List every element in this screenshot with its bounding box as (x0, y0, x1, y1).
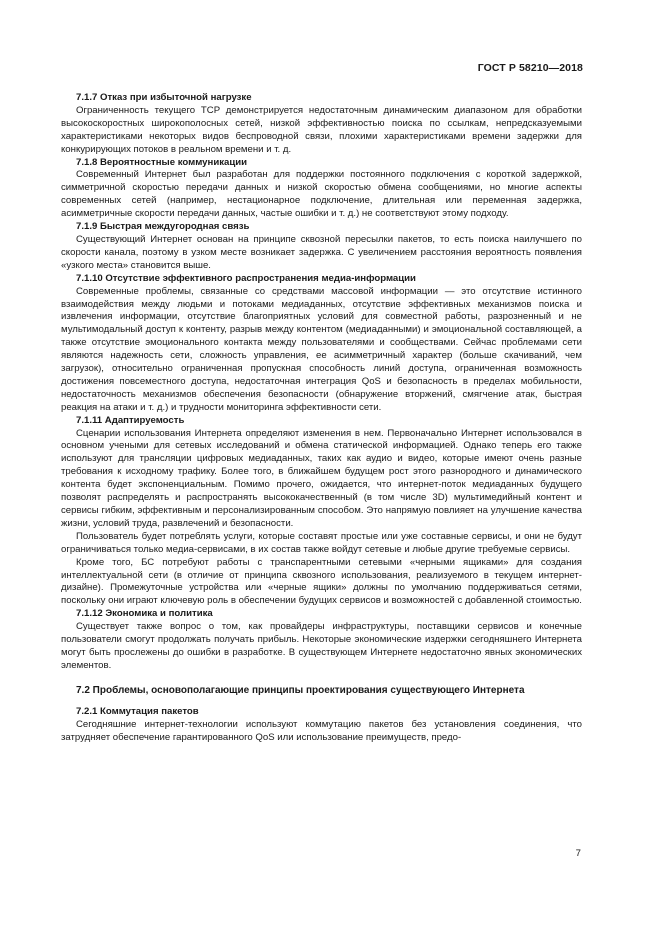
paragraph: Современный Интернет был разработан для поддержки постоянного подключения с короткой задержкой, симметричной скоростью передачи данных и низкой скоростью обмена сообщениями, но многие аспекты современных сетей (например, нестационарное подключение, длительная или переменная задержка, асимметричные скорости передачи данных, частые ошибки и т. д.) не соответствуют этому подходу. (61, 169, 582, 220)
paragraph: Современные проблемы, связанные со средствами массовой информации — это отсутствие истинного взаимодействия между людьми и потоками медиаданных, отсутствие эффективных механизмов поиска и извлечения информации, отсутствие благоприятных условий для совместной работы, разрозненный и не мультимодальный доступ к контенту, разрыв между контентом (медиаданными) и эмоциональной составляющей, а также отсутствие эмоционального контакта между пользователями и сообществами. Сейчас проблемами сети являются надежность сети, сложность управления, ее асимметричный характер (больше скачиваний, чем загрузок), относительно ограниченная пропускная способность линий доступа, ограниченная возможность достижения повсеместного доступа, недостаточная интеграция QoS и безопасность в пределах мобильности, недостаточность механизмов обеспечения безопасности (обнаружение вторжений, смягчение атак, быстрая реакция на атаки и т. д.) и трудности мониторинга эффективности сети. (61, 285, 582, 413)
paragraph: Сценарии использования Интернета определяют изменения в нем. Первоначально Интернет использовался в основном учеными для сетевых исследований и обмена статической информацией. Однако теперь его также используют для трансляции цифровых медиаданных, таких как аудио и видео, которые имеют очень разные требования к исходному трафику. Более того, в ближайшем будущем рост этого разнородного и динамического контента будет экспоненциальным. Помимо прочего, ожидается, что интернет-поток медиаданных будущего позволят распределять и распространять высококачественный (в том числе 3D) мультимедийный контент и сервисы гибким, эффективным и персонализированным способом. Это напрямую повлияет на улучшение качества жизни, условий труда, развлечений и безопасности. (61, 427, 582, 529)
section-heading: 7.2.1 Коммутация пакетов (76, 705, 199, 717)
document-code: ГОСТ Р 58210—2018 (477, 62, 583, 74)
section-heading: 7.1.9 Быстрая междугородная связь (76, 221, 250, 233)
page-body (61, 92, 582, 744)
paragraph: Ограниченность текущего TCP демонстрируется недостаточным динамическим диапазоном для обработки высокоскоростных широкополосных сетей, низкой эффективностью поиска по ссылкам, непредсказуемыми характеристиками некоторых видов беспроводной связи, плохими характеристиками времени задержки для конкурирующих потоков в реальном времени и т. д. (61, 104, 582, 155)
section-heading: 7.1.8 Вероятностные коммуникации (76, 156, 248, 168)
paragraph: Кроме того, БС потребуют работы с транспарентными сетевыми «черными ящиками» для создания интеллектуальной сети (в отличие от принципа сквозного использования, реализуемого в текущем интернет-дизайне). Промежуточные устройства или «черные ящики» должны по умолчанию поддерживаться сетями, поскольку они играют ключевую роль в обеспечении будущих сервисов и возможностей с добавленной стоимостью. (61, 556, 582, 607)
chapter-heading: 7.2 Проблемы, основополагающие принципы проектирования существующего Интернета (76, 684, 525, 696)
section-heading: 7.1.11 Адаптируемость (76, 414, 185, 426)
section-heading: 7.1.12 Экономика и политика (76, 608, 213, 620)
paragraph: Существующий Интернет основан на принципе сквозной пересылки пакетов, то есть поиска наилучшего по скорости канала, поэтому в узком месте возникает задержка. С увеличением расстояния вероятность появления «узкого места» становится выше. (61, 233, 582, 271)
paragraph: Сегодняшние интернет-технологии используют коммутацию пакетов без установления соединения, что затрудняет обеспечение гарантированного QoS или использование преимуществ, предо- (61, 718, 582, 743)
section-heading: 7.1.10 Отсутствие эффективного распространения медиа-информации (76, 272, 416, 284)
paragraph: Пользователь будет потреблять услуги, которые составят простые или уже составные сервисы, и они не будут ограничиваться только медиа-сервисами, в их состав также войдут сетевые и любые другие требуемые сервисы. (61, 530, 582, 555)
page-number: 7 (575, 848, 581, 859)
paragraph: Существует также вопрос о том, как провайдеры инфраструктуры, поставщики сервисов и конечные пользователи смогут продолжать получать прибыль. Некоторые экономические издержки сегодняшнего Интернета могут быть прослежены до ошибки в разработке. В существующем Интернете недостаточно явных экономических элементов. (61, 621, 582, 671)
section-heading: 7.1.7 Отказ при избыточной нагрузке (76, 92, 252, 103)
